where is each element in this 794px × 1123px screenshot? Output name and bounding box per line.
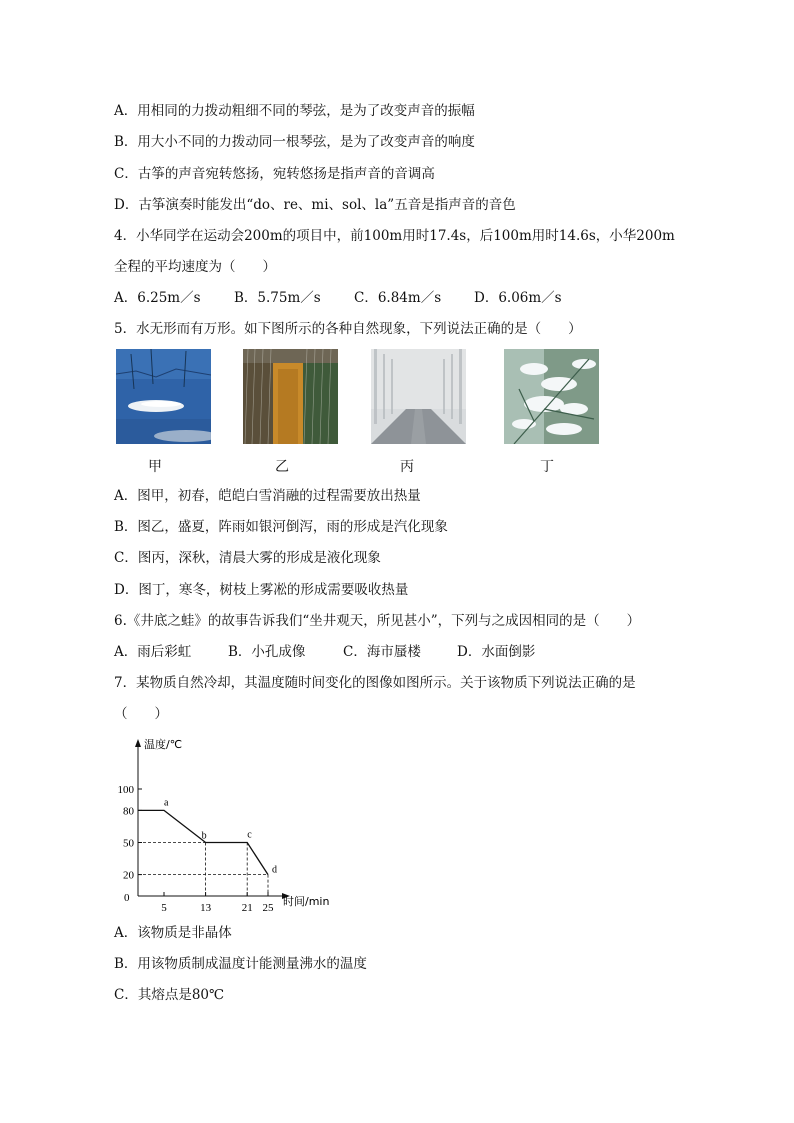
q4-stem-line2: 全程的平均速度为（ ） [114,259,276,275]
q5-stem: 5．水无形而有万形。如下图所示的各种自然现象，下列说法正确的是（ ） [114,321,582,337]
y-tick-label-20: 20 [123,869,134,882]
temperature-time-chart [112,733,337,917]
point-label-c: c [247,829,252,841]
q4-option-a: A．6.25m／s [114,290,201,306]
q3-option-b: B．用大小不同的力拨动同一根琴弦，是为了改变声音的响度 [114,134,475,150]
q4-option-d: D．6.06m／s [474,290,562,306]
y-tick-label-100: 100 [117,784,134,796]
y-axis-arrow [135,739,141,747]
q6-options [114,643,535,661]
point-label-d: d [272,864,277,876]
x-tick-label-13: 13 [200,902,212,913]
q7-option-b: B．用该物质制成温度计能测量沸水的温度 [114,956,367,972]
q6-option-d: D．水面倒影 [457,644,536,660]
point-label-a: a [164,797,169,809]
y-axis-label: 温度/℃ [144,738,183,751]
photo-heavy-rain [243,349,338,444]
q4-stem-line1: 4．小华同学在运动会200m的项目中，前100m用时17.4s，后100m用时14.6s，小华200m [114,228,675,244]
q7-stem-line1: 7．某物质自然冷却，其温度随时间变化的图像如图所示。关于该物质下列说法正确的是 [114,675,636,691]
q5-option-a: A．图甲，初春，皑皑白雪消融的过程需要放出热量 [114,488,421,504]
q7-option-a: A．该物质是非晶体 [114,925,232,941]
x-axis-label: 时间/min [283,895,330,908]
q7-stem-line2: （ ） [114,706,168,722]
q5-option-c: C．图丙，深秋，清晨大雾的形成是液化现象 [114,550,381,566]
caption-ding: 丁 [540,459,554,475]
q4-options [114,289,562,307]
point-label-b: b [201,830,207,842]
x-tick-label-25: 25 [262,902,274,913]
x-tick-label-5: 5 [161,902,167,913]
q3-option-c: C．古筝的声音宛转悠扬，宛转悠扬是指声音的音调高 [114,166,435,182]
q3-option-d: D．古筝演奏时能发出“do、re、mi、sol、la”五音是指声音的音色 [114,197,516,213]
y-tick-label-80: 80 [123,805,134,818]
q6-option-b: B．小孔成像 [228,644,306,660]
q6-option-c: C．海市蜃楼 [343,644,421,660]
chart-svg [112,733,337,913]
q4-option-c: C．6.84m／s [354,290,442,306]
q4-option-b: B．5.75m／s [234,290,321,306]
caption-yi: 乙 [275,459,289,475]
origin-label: 0 [124,892,130,904]
q3-option-a: A．用相同的力拨动粗细不同的琴弦，是为了改变声音的振幅 [114,103,475,119]
x-tick-label-21: 21 [241,902,253,913]
q7-option-c: C．其熔点是80℃ [114,987,225,1003]
q6-stem: 6.《井底之蛙》的故事告诉我们“坐井观天，所见甚小”，下列与之成因相同的是（ ） [114,613,641,629]
q5-option-d: D．图丁，寒冬，树枝上雾凇的形成需要吸收热量 [114,582,409,598]
photo-fog-road [371,349,466,444]
y-tick-label-50: 50 [123,837,134,850]
caption-jia: 甲 [148,459,162,475]
caption-bing: 丙 [400,459,414,475]
q5-option-b: B．图乙，盛夏，阵雨如银河倒泻，雨的形成是汽化现象 [114,519,448,535]
photo-rime-branches [504,349,599,444]
q6-option-a: A．雨后彩虹 [114,644,192,660]
photo-melting-snow [116,349,211,444]
